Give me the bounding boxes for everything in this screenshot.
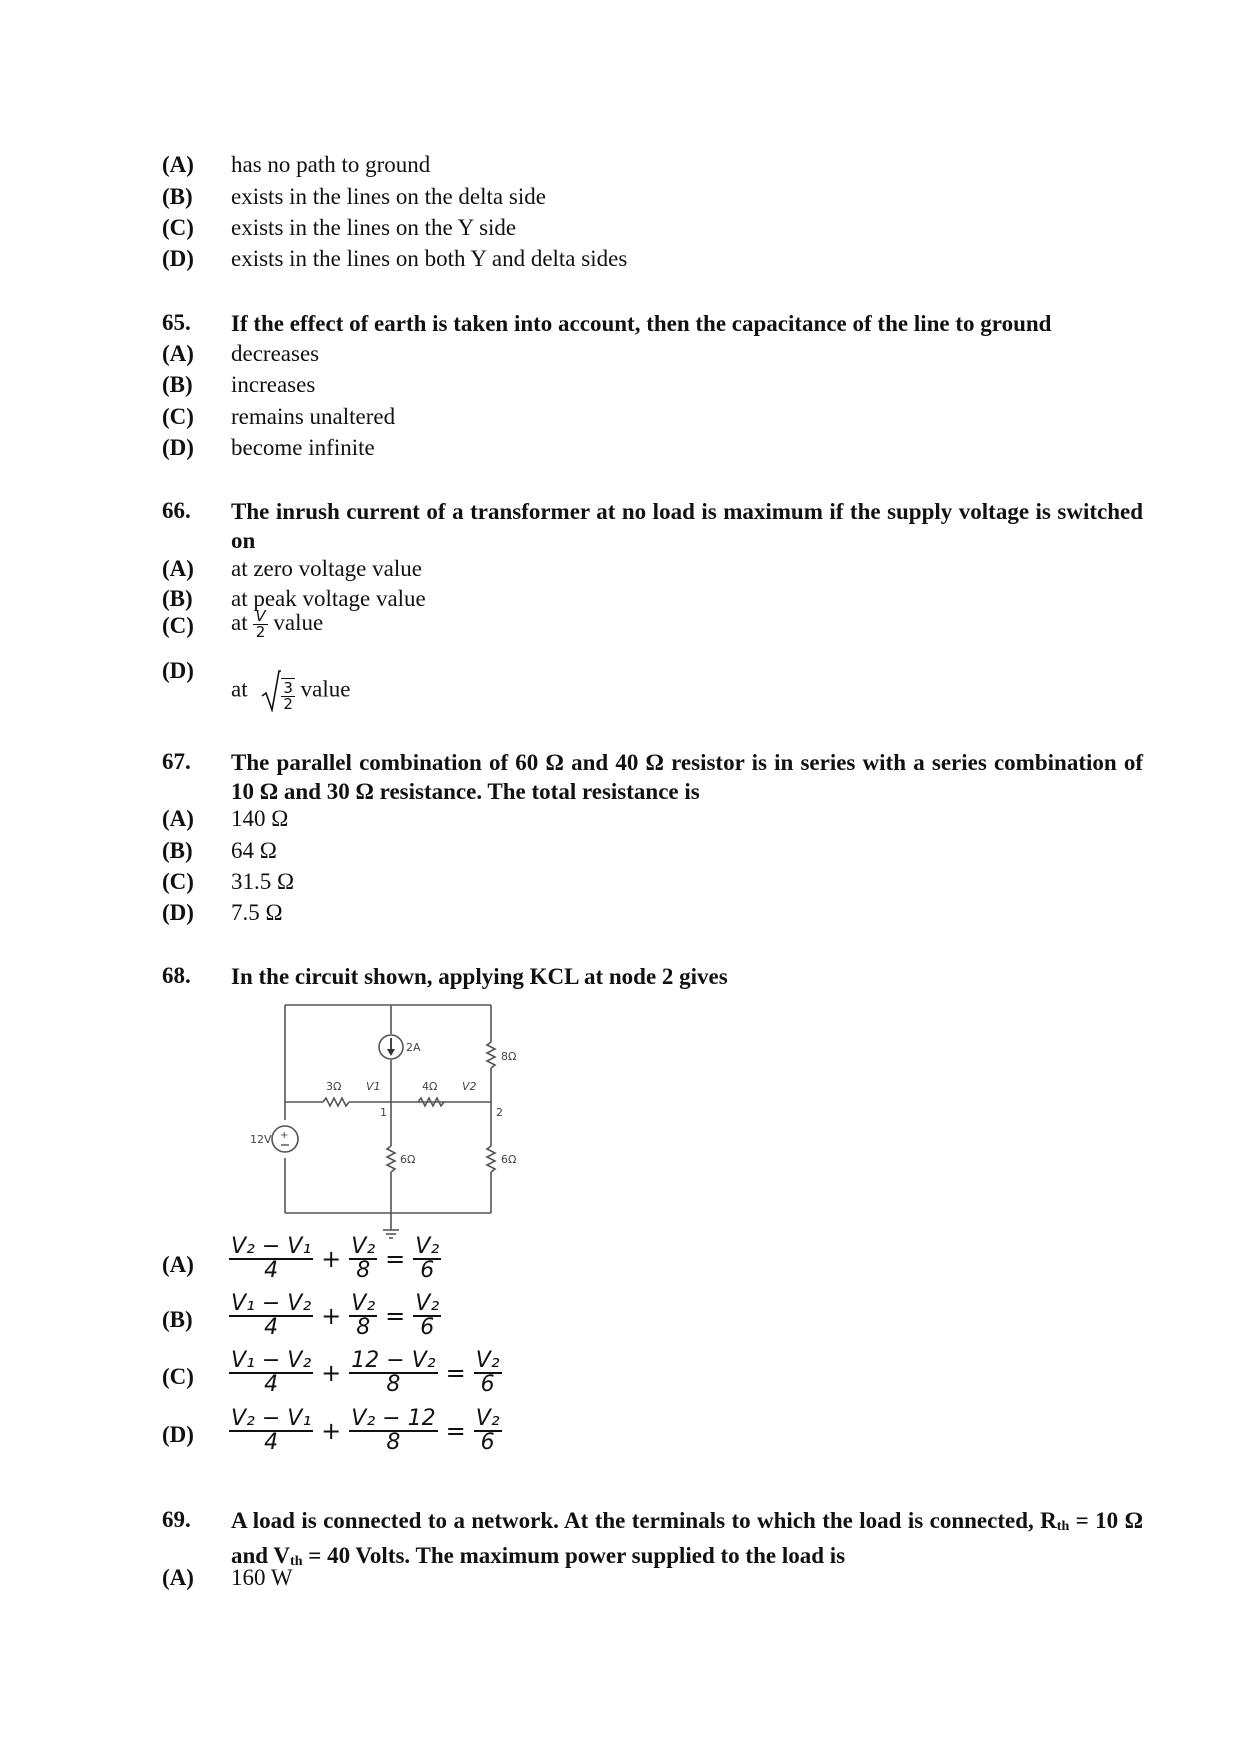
- option-text: exists in the lines on the delta side: [231, 184, 546, 209]
- option-text: 31.5 Ω: [231, 869, 295, 894]
- numerator: V₂ − 12: [351, 1406, 436, 1431]
- denominator: 6: [420, 1315, 435, 1340]
- fraction-rhs: [413, 1236, 441, 1282]
- equals-operator: =: [385, 1245, 406, 1273]
- r-3ohm-label: 3Ω: [326, 1080, 342, 1093]
- numerator: V₂: [415, 1234, 440, 1259]
- denominator: 6: [480, 1372, 495, 1397]
- fraction-rhs: [413, 1293, 441, 1339]
- equation-option-d: [229, 1408, 502, 1454]
- option-text: exists in the lines on both Y and delta sides: [231, 246, 628, 271]
- option-label: (B): [162, 184, 193, 209]
- plus-operator: +: [321, 1245, 342, 1273]
- option-label: (A): [162, 152, 194, 177]
- option-prefix: at: [231, 676, 248, 702]
- option-label: (C): [162, 215, 194, 240]
- denominator: 2: [283, 695, 293, 713]
- radical-sign-icon: [261, 670, 281, 712]
- numerator: V₂: [475, 1348, 500, 1373]
- r-8ohm-label: 8Ω: [501, 1050, 517, 1063]
- option-text: decreases: [231, 341, 320, 366]
- fraction-rhs: [474, 1408, 502, 1454]
- source-voltage-label: 12V: [250, 1133, 272, 1146]
- option-label: (B): [162, 372, 193, 397]
- option-label: (A): [162, 1252, 194, 1277]
- option-suffix: value: [300, 676, 351, 702]
- denominator: 8: [386, 1372, 401, 1397]
- current-source-label: 2A: [406, 1041, 421, 1054]
- denominator: 8: [386, 1430, 401, 1455]
- fraction-term-1: [229, 1350, 313, 1396]
- option-label: (B): [162, 838, 193, 863]
- node-v1-label: V1: [366, 1080, 381, 1093]
- question-number: 66.: [162, 498, 191, 523]
- option-text: remains unaltered: [231, 404, 396, 429]
- option-text: [231, 670, 350, 712]
- question-text: If the effect of earth is taken into account, then the capacitance of the line to ground: [231, 311, 1052, 336]
- svg-text:+: +: [280, 1130, 289, 1141]
- option-text: exists in the lines on the Y side: [231, 215, 517, 240]
- plus-operator: +: [321, 1302, 342, 1330]
- fraction-term-2: [349, 1408, 437, 1454]
- option-text: at peak voltage value: [231, 586, 426, 611]
- option-label: (C): [162, 613, 194, 638]
- option-label: (D): [162, 658, 194, 683]
- numerator: V: [255, 607, 266, 626]
- circuit-diagram: [230, 990, 530, 1240]
- equals-operator: =: [445, 1417, 466, 1445]
- denominator: 4: [264, 1258, 279, 1283]
- denominator: 6: [480, 1430, 495, 1455]
- denominator: 2: [255, 623, 266, 642]
- r-6ohm-middle-label: 6Ω: [400, 1153, 416, 1166]
- option-label: (D): [162, 900, 194, 925]
- r-6ohm-right-label: 6Ω: [501, 1153, 517, 1166]
- numerator: V₂ − V₁: [231, 1406, 312, 1431]
- numerator: V₂: [351, 1291, 376, 1316]
- fraction-term-2: [349, 1236, 377, 1282]
- question-number: 67.: [162, 749, 191, 774]
- option-label: (D): [162, 246, 194, 271]
- numerator: V₁ − V₂: [231, 1348, 312, 1373]
- numerator: V₂: [415, 1291, 440, 1316]
- node-2-label: 2: [496, 1106, 503, 1119]
- fraction-term-2: [349, 1293, 377, 1339]
- equation-option-a: [229, 1236, 441, 1282]
- option-text: has no path to ground: [231, 152, 431, 177]
- node-1-label: 1: [380, 1106, 387, 1119]
- current-source-arrow-icon: [387, 1038, 395, 1056]
- option-text: [231, 609, 323, 640]
- option-text: 140 Ω: [231, 806, 289, 831]
- option-text: become infinite: [231, 435, 375, 460]
- numerator: 3: [283, 679, 293, 697]
- option-text: 7.5 Ω: [231, 900, 283, 925]
- fraction-term-1: [229, 1293, 313, 1339]
- option-label: (A): [162, 556, 194, 581]
- fraction-term-1: [229, 1236, 313, 1282]
- numerator: V₂: [351, 1234, 376, 1259]
- fraction-v-over-2: [253, 609, 267, 640]
- option-label: (A): [162, 1565, 194, 1590]
- equals-operator: =: [445, 1359, 466, 1387]
- r-4ohm-label: 4Ω: [422, 1080, 438, 1093]
- option-text: increases: [231, 372, 316, 397]
- option-text: at zero voltage value: [231, 556, 422, 581]
- node-v2-label: V2: [462, 1080, 477, 1093]
- question-text-part: A load is connected to a network. At the terminals to which the load is connected, R: [231, 1508, 1057, 1533]
- question-text: [231, 1506, 1143, 1576]
- option-label: (C): [162, 404, 194, 429]
- option-label: (D): [162, 435, 194, 460]
- numerator: 12 − V₂: [351, 1348, 436, 1373]
- denominator: 8: [356, 1315, 371, 1340]
- question-text-part: = 10 Ω and V: [231, 1508, 1144, 1568]
- option-text: 64 Ω: [231, 838, 277, 863]
- subscript: th: [1056, 1519, 1070, 1534]
- equals-operator: =: [385, 1302, 406, 1330]
- fraction-rhs: [474, 1350, 502, 1396]
- question-number: 65.: [162, 310, 191, 335]
- option-label: (A): [162, 341, 194, 366]
- denominator: 6: [420, 1258, 435, 1283]
- question-text: The inrush current of a transformer at no load is maximum if the supply voltage is switched on: [231, 499, 1143, 553]
- denominator: 8: [356, 1258, 371, 1283]
- option-label: (B): [162, 586, 193, 611]
- option-label: (C): [162, 869, 194, 894]
- equation-option-b: [229, 1293, 441, 1339]
- square-root: [253, 670, 295, 712]
- question-number: 68.: [162, 963, 191, 988]
- option-text: 160 W: [231, 1565, 293, 1590]
- plus-operator: +: [321, 1359, 342, 1387]
- option-label: (A): [162, 806, 194, 831]
- numerator: V₂: [475, 1406, 500, 1431]
- numerator: V₁ − V₂: [231, 1291, 312, 1316]
- equation-option-c: [229, 1350, 502, 1396]
- fraction-term-2: [349, 1350, 437, 1396]
- question-text-part: = 40 Volts. The maximum power supplied to the load is: [302, 1543, 846, 1568]
- option-prefix: at: [231, 610, 248, 635]
- option-label: (C): [162, 1364, 194, 1389]
- question-text: The parallel combination of 60 Ω and 40 Ω resistor is in series with a series combination of 10 Ω and 30 Ω resistance. The total resistance is: [231, 750, 1143, 804]
- subscript: th: [290, 1554, 303, 1569]
- denominator: 4: [264, 1315, 279, 1340]
- numerator: V₂ − V₁: [231, 1234, 312, 1259]
- denominator: 4: [264, 1372, 279, 1397]
- question-number: 69.: [162, 1507, 191, 1532]
- fraction-term-1: [229, 1408, 313, 1454]
- fraction-3-over-2: [281, 678, 295, 712]
- option-label: (B): [162, 1307, 193, 1332]
- question-text: In the circuit shown, applying KCL at node 2 gives: [231, 964, 728, 989]
- option-label: (D): [162, 1422, 194, 1447]
- option-suffix: value: [273, 610, 324, 635]
- plus-operator: +: [321, 1417, 342, 1445]
- denominator: 4: [264, 1430, 279, 1455]
